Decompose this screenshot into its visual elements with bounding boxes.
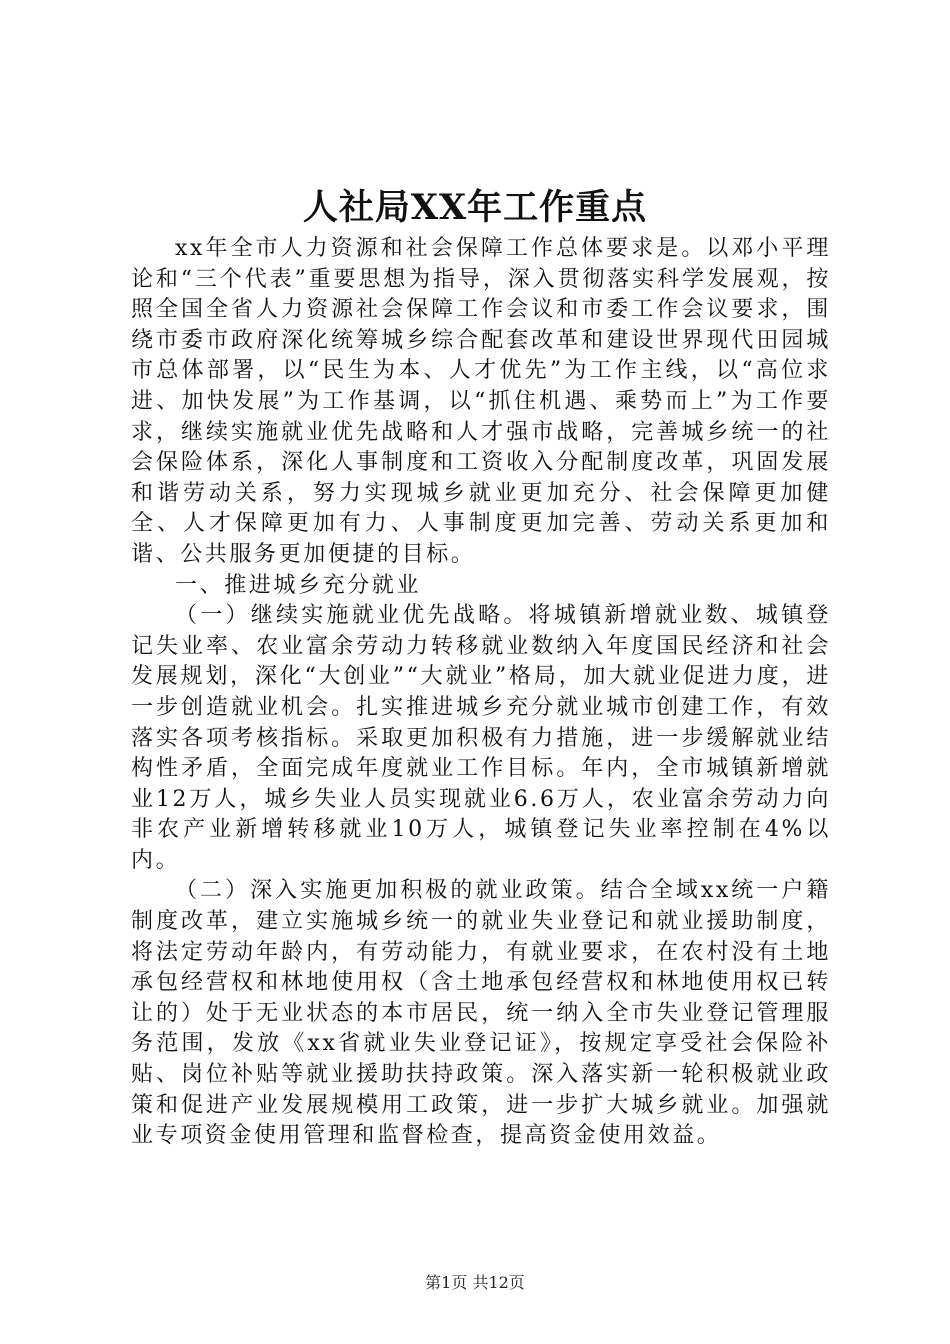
page-footer: 第1页 共12页 — [425, 1273, 525, 1292]
paragraph-employment-priority: （一）继续实施就业优先战略。将城镇新增就业数、城镇登记失业率、农业富余劳动力转移就业数纳入年度国民经济和社会发展规划，深化“大创业”“大就业”格局，加大就业促进力度，进一步创造就业机会。扎实推进城乡充分就业城市创建工作，有效落实各项考核指标。采取更加积极有力措施，进一步缓解就业结构性矛盾，全面完成年度就业工作目标。年内，全市城镇新增就业12万人，城乡失业人员实现就业6.6万人，农业富余劳动力向非农产业新增转移就业10万人，城镇登记失业率控制在4%以内。 — [131, 603, 831, 873]
section-heading-employment: 一、推进城乡充分就业 — [175, 572, 422, 598]
document-title: 人社局XX年工作重点 — [302, 187, 648, 228]
document-body — [131, 234, 831, 1152]
paragraph-general-requirements: xx年全市人力资源和社会保障工作总体要求是。以邓小平理论和“三个代表”重要思想为指导，深入贯彻落实科学发展观，按照全国全省人力资源社会保障工作会议和市委工作会议要求，围绕市委市政府深化统筹城乡综合配套改革和建设世界现代田园城市总体部署，以“民生为本、人才优先”为工作主线，以“高位求进、加快发展”为工作基调，以“抓住机遇、乘势而上”为工作要求，继续实施就业优先战略和人才强市战略，完善城乡统一的社会保险体系，深化人事制度和工资收入分配制度改革，巩固发展和谐劳动关系，努力实现城乡就业更加充分、社会保障更加健全、人才保障更加有力、人事制度更加完善、劳动关系更加和谐、公共服务更加便捷的目标。 — [131, 236, 831, 567]
paragraph-employment-policy: （二）深入实施更加积极的就业政策。结合全域xx统一户籍制度改革，建立实施城乡统一的就业失业登记和就业援助制度，将法定劳动年龄内，有劳动能力，有就业要求，在农村没有土地承包经营权和林地使用权（含土地承包经营权和林地使用权已转让的）处于无业状态的本市居民，统一纳入全市失业登记管理服务范围，发放《xx省就业失业登记证》，按规定享受社会保险补贴、岗位补贴等就业援助扶持政策。深入落实新一轮积极就业政策和促进产业发展规模用工政策，进一步扩大城乡就业。加强就业专项资金使用管理和监督检查，提高资金使用效益。 — [131, 878, 831, 1149]
